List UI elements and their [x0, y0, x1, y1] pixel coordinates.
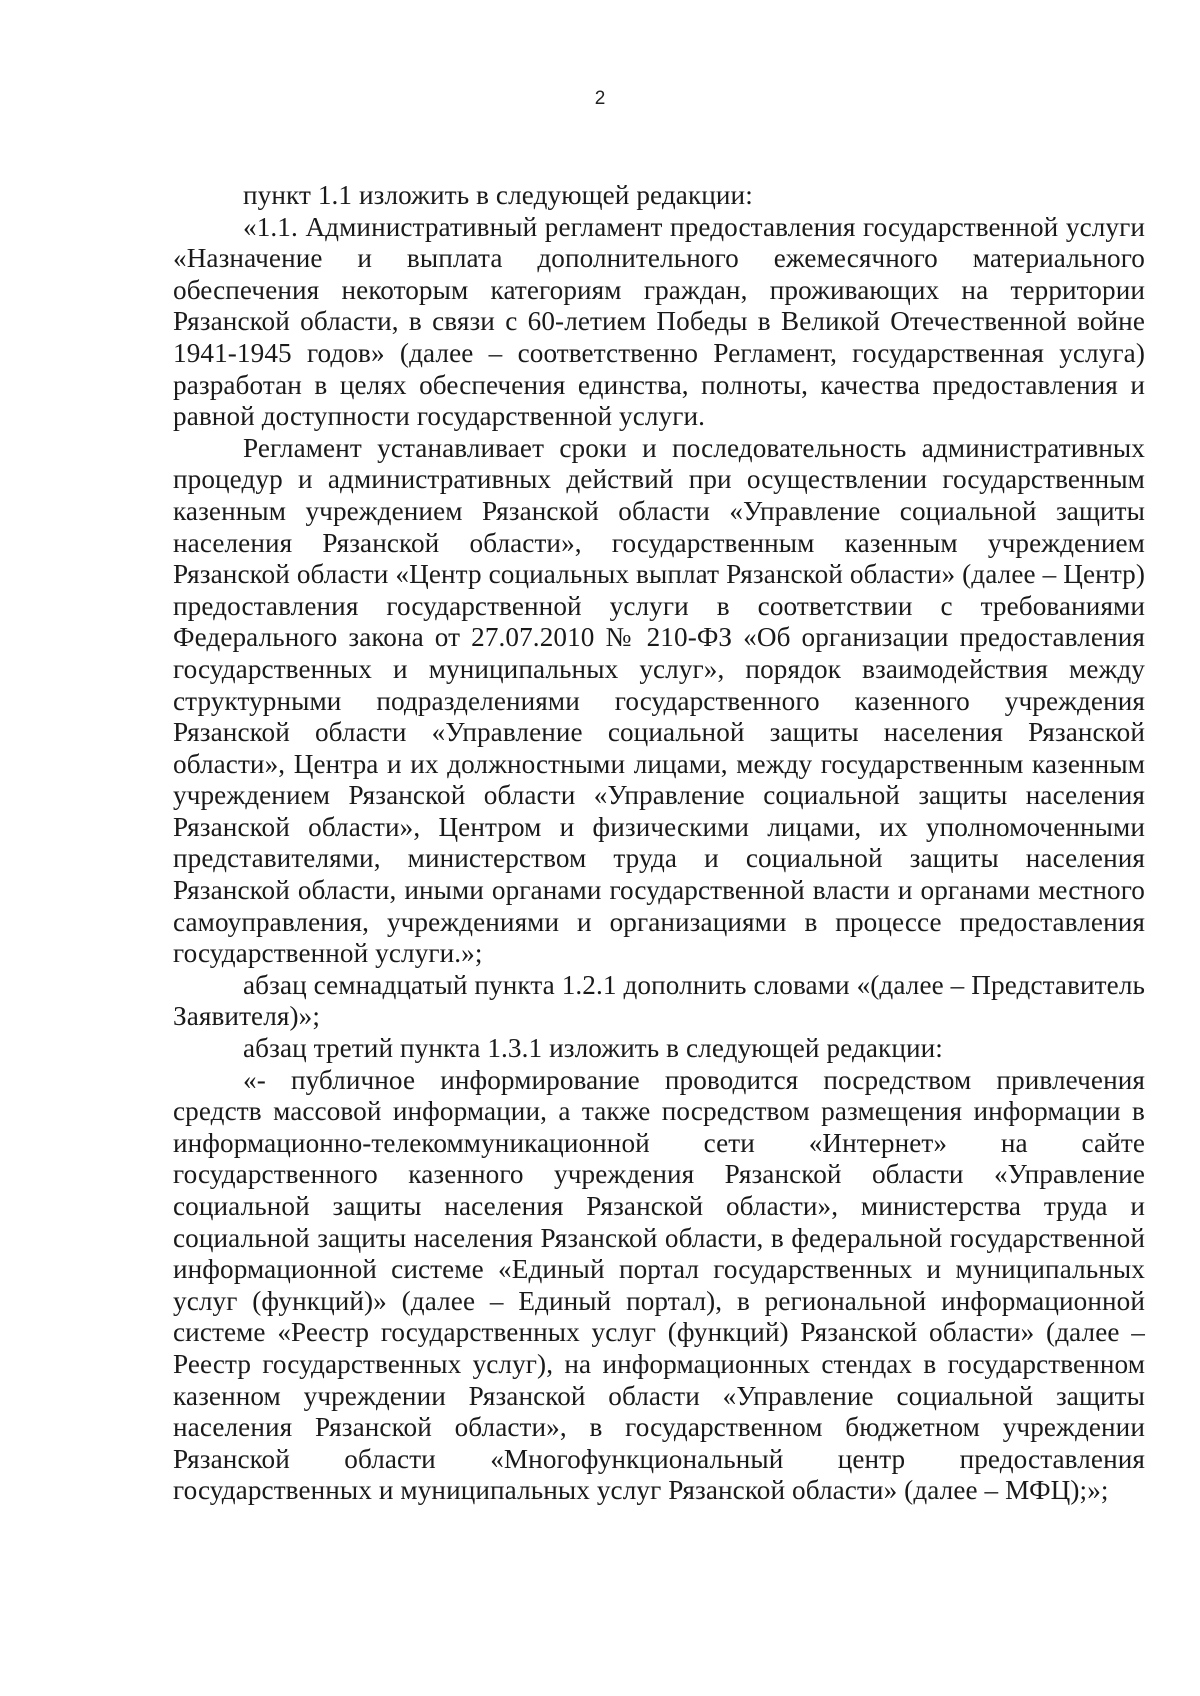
page-number: 2 [594, 88, 606, 109]
paragraph-amend-1-3-1: абзац третий пункта 1.3.1 изложить в следующей редакции: [243, 1033, 943, 1064]
paragraph-regulation-scope: Регламент устанавливает сроки и последовательность административных процедур и административных действий при осуществлении государственным казенным учреждением Рязанской области «Управление социальной защиты населения Рязанской области», государственным казенным учреждением Рязанской области «Центр социальных выплат Рязанской области» (далее – Центр) предоставления государственной услуги в соответствии с требованиями Федерального закона от 27.07.2010 № 210-ФЗ «Об организации предоставления государственных и муниципальных услуг», порядок взаимодействия между структурными подразделениями государственного казенного учреждения Рязанской области «Управление социальной защиты населения Рязанской области», Центра и их должностными лицами, между государственным казенным учреждением Рязанской области «Управление социальной защиты населения Рязанской области», Центром и физическими лицами, их уполномоченными представителями, министерством труда и социальной защиты населения Рязанской области, иными органами государственной власти и органами местного самоуправления, учреждениями и организациями в процессе предоставления государственной услуги.»; [173, 432, 1145, 969]
paragraph-regulation-1-1: «1.1. Административный регламент предоставления государственной услуги «Назначение и выплата дополнительного ежемесячного материального обеспечения некоторым категориям граждан, проживающих на территории Рязанской области, в связи с 60-летием Победы в Великой Отечественной войне 1941-1945 годов» (далее – соответственно Регламент, государственная услуга) разработан в целях обеспечения единства, полноты, качества предоставления и равной доступности государственной услуги. [173, 211, 1145, 432]
paragraph-public-informing: «- публичное информирование проводится посредством привлечения средств массовой информации, а также посредством размещения информации в информационно-телекоммуникационной сети «Интернет» на сайте государственного казенного учреждения Рязанской области «Управление социальной защиты населения Рязанской области», министерства труда и социальной защиты населения Рязанской области, в федеральной государственной информационной системе «Единый портал государственных и муниципальных услуг (функций)» (далее – Единый портал), в региональной информационной системе «Реестр государственных услуг (функций) Рязанской области» (далее – Реестр государственных услуг), на информационных стендах в государственном казенном учреждении Рязанской области «Управление социальной защиты населения Рязанской области», в государственном бюджетном учреждении Рязанской области «Многофункциональный центр предоставления государственных и муниципальных услуг Рязанской области» (далее – МФЦ);»; [173, 1064, 1145, 1506]
document-body [173, 180, 1145, 1507]
paragraph-amend-1-2-1: абзац семнадцатый пункта 1.2.1 дополнить словами «(далее – Представитель Заявителя)»; [173, 969, 1145, 1032]
paragraph-intro-1-1: пункт 1.1 изложить в следующей редакции: [243, 180, 753, 210]
